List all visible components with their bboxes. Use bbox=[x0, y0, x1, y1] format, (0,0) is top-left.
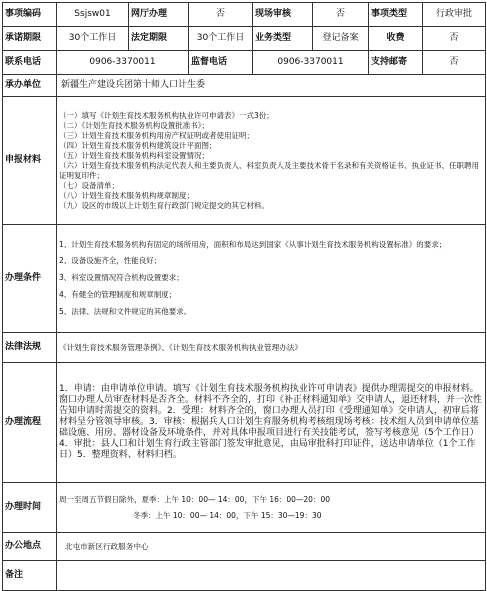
type-label: 事项类型 bbox=[369, 3, 423, 27]
hours-value bbox=[57, 483, 486, 533]
conditions-label: 办理条件 bbox=[3, 225, 57, 333]
condition-item: 3、科室设置情况符合机构设置要求； bbox=[59, 272, 184, 282]
unit-label: 承办单位 bbox=[3, 75, 57, 97]
item-code-label: 事项编码 bbox=[3, 3, 57, 27]
row-hours bbox=[3, 483, 486, 533]
service-item-table bbox=[2, 2, 486, 591]
fee-value: 否 bbox=[423, 27, 486, 51]
row-process bbox=[3, 363, 486, 483]
condition-item: 2、设备设施齐全，性能良好； bbox=[59, 255, 162, 265]
address-label: 办公地点 bbox=[3, 533, 57, 561]
biz-type-value: 登记备案 bbox=[313, 27, 369, 51]
promised-label: 承诺期限 bbox=[3, 27, 57, 51]
remarks-label: 备注 bbox=[3, 561, 57, 591]
item-code-value: Ssjsw01 bbox=[57, 3, 129, 27]
onsite-value: 否 bbox=[313, 3, 369, 27]
row-address bbox=[3, 533, 486, 561]
online-value: 否 bbox=[189, 3, 253, 27]
hours-winter: 冬季：上午 10：00— 14：00，下午 15：30—19：30 bbox=[133, 510, 322, 520]
legal-value: 30个工作日 bbox=[189, 27, 253, 51]
hours-label: 办理时间 bbox=[3, 483, 57, 533]
supervise-value: 0906-3370011 bbox=[253, 51, 369, 75]
materials-list bbox=[57, 97, 486, 225]
material-item: （三）计划生育技术服务机构用房产权证明或者使用证明； bbox=[59, 130, 254, 140]
material-item: （五）计划生育技术服务机构科室设置情况； bbox=[59, 150, 209, 160]
legal-label: 法定期限 bbox=[129, 27, 189, 51]
row-basic-1 bbox=[3, 3, 486, 27]
row-contact bbox=[3, 51, 486, 75]
onsite-label: 现场审核 bbox=[253, 3, 313, 27]
row-conditions bbox=[3, 225, 486, 333]
promised-value: 30个工作日 bbox=[57, 27, 129, 51]
condition-item: 4、有健全的管理制度和规章制度； bbox=[59, 289, 177, 299]
unit-value: 新疆生产建设兵团第十师人口计生委 bbox=[57, 75, 486, 97]
process-label: 办理流程 bbox=[3, 363, 57, 483]
process-value: 1．申请：由申请单位申请。填写《计划生育技术服务机构执业许可申请表》提供办理需提交的申报材料。窗口办理人员审查材料是否齐全。材料不齐全的，打印《补正材料通知单》交申请人，退还材料，并一次性告知申请时需提交的资料。2．受理：材料齐全的，窗口办理人员打印《受理通知单》交申请人，初审后将材料呈分管领导审核。3．审核：根据兵人口计划生育服务机构考核组现场考核：技术组人员到申请单位基础设施、用房、器材设备及环境条件，并对具体申报项目进行有关技能考试，签写考核意见（5个工作日）4．审批：县人口和计划生育行政主管部门签发审批意见，由局审批科打印证件，送达申请单位（1个工作日）5．整理资料、材料归档。 bbox=[57, 363, 486, 483]
laws-label: 法律法规 bbox=[3, 333, 57, 363]
material-item: （八）计划生育技术服务机构规章制度； bbox=[59, 190, 194, 200]
contact-value: 0906-3370011 bbox=[57, 51, 189, 75]
row-remarks bbox=[3, 561, 486, 591]
row-unit bbox=[3, 75, 486, 97]
mail-value: 否 bbox=[423, 51, 486, 75]
address-value: 北屯市新区行政服务中心 bbox=[57, 533, 486, 561]
material-item: （九）设区的市级以上计划生育行政部门规定提交的其它材料。 bbox=[59, 200, 269, 210]
hours-summer: 周一至周五节假日除外，夏季：上午 10：00— 14：00，下午 16：00—20：00 bbox=[59, 494, 330, 504]
remarks-value bbox=[57, 561, 486, 591]
material-item: （七）设备清单； bbox=[59, 180, 119, 190]
type-value: 行政审批 bbox=[423, 3, 486, 27]
row-materials bbox=[3, 97, 486, 225]
condition-item: 1、计划生育技术服务机构有固定的场所用房，面积和布局达到国家《从事计划生育技术服务机构设置标准》的要求； bbox=[59, 239, 447, 249]
mail-label: 支持邮寄 bbox=[369, 51, 423, 75]
fee-label: 收费 bbox=[369, 27, 423, 51]
material-item: （二）《计划生育技术服务机构设置批准书》； bbox=[59, 120, 209, 130]
supervise-label: 监督电话 bbox=[189, 51, 253, 75]
material-item: （一）填写《计划生育技术服务机构执业许可申请表》一式3份； bbox=[59, 110, 274, 120]
contact-label: 联系电话 bbox=[3, 51, 57, 75]
online-label: 网厅办理 bbox=[129, 3, 189, 27]
row-laws bbox=[3, 333, 486, 363]
row-basic-2 bbox=[3, 27, 486, 51]
condition-item: 5、法律、法规和文件规定的其他要求。 bbox=[59, 306, 192, 316]
material-item: （四）计划生育技术服务机构建筑设计平面图； bbox=[59, 140, 217, 150]
conditions-list bbox=[57, 225, 486, 333]
materials-label: 申报材料 bbox=[3, 97, 57, 225]
material-item: （六）计划生育技术服务机构法定代表人和主要负责人、科室负责人及主要技术骨干名录和有关资格证书、执业证书、任职聘用证明复印件； bbox=[59, 160, 479, 180]
biz-type-label: 业务类型 bbox=[253, 27, 313, 51]
laws-value: 《计划生育技术服务管理条例》、《计划生育技术服务机构执业管理办法》 bbox=[57, 333, 486, 363]
